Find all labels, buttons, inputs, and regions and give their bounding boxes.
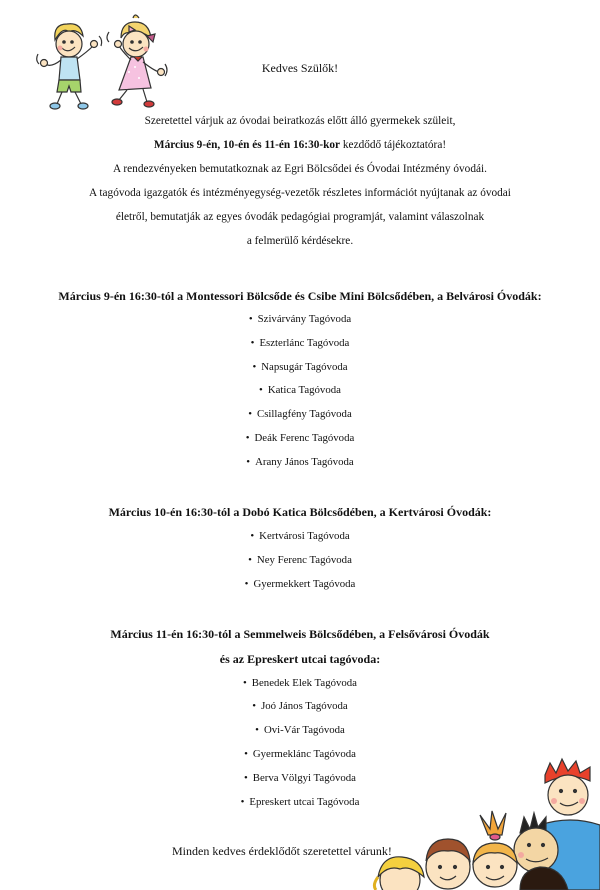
intro-line-4: A tagóvoda igazgatók és intézményegység-vezetők részletes információt nyújtanak az óvodai <box>89 187 511 199</box>
list-item: • Arany János Tagóvoda <box>246 456 354 468</box>
intro-line-3: A rendezvényeken bemutatkoznak az Egri Bölcsődei és Óvodai Intézmény óvodái. <box>113 163 487 175</box>
list-item: • Deák Ferenc Tagóvoda <box>245 432 355 444</box>
list-item: • Kertvárosi Tagóvoda <box>250 530 350 542</box>
closing-message: Minden kedves érdeklődőt szeretettel várunk! <box>172 844 392 858</box>
intro-line-6: a felmerülő kérdésekre. <box>246 235 354 247</box>
list-item: • Csillagfény Tagóvoda <box>248 408 352 420</box>
jumping-kids-illustration <box>35 12 175 117</box>
greeting: Kedves Szülők! <box>261 61 339 75</box>
intro-line-2 <box>0 139 600 151</box>
list-item: • Ney Ferenc Tagóvoda <box>248 554 352 566</box>
list-item: • Ovi-Vár Tagóvoda <box>255 724 345 736</box>
list-item: • Epreskert utcai Tagóvoda <box>240 796 360 808</box>
intro-line-2-rest: kezdődő tájékoztatóra! <box>340 139 447 151</box>
list-item: • Gyermekkert Tagóvoda <box>244 578 356 590</box>
section-2-heading: Március 10-én 16:30-tól a Dobó Katica Bölcsődében, a Kertvárosi Óvodák: <box>108 505 492 519</box>
list-item: • Benedek Elek Tagóvoda <box>243 677 357 689</box>
section-1-heading: Március 9-én 16:30-tól a Montessori Bölcsőde és Csibe Mini Bölcsődében, a Belvárosi Óvodák: <box>58 289 542 303</box>
group-of-kids-illustration <box>340 755 600 890</box>
list-item: • Katica Tagóvoda <box>259 384 341 396</box>
event-dates: Március 9-én, 10-én és 11-én 16:30-kor <box>153 139 341 151</box>
list-item: • Szivárvány Tagóvoda <box>248 313 352 325</box>
intro-line-5: életről, bemutatják az egyes óvodák pedagógiai programját, valamint válaszolnak <box>115 211 485 223</box>
list-item: • Eszterlánc Tagóvoda <box>250 337 350 349</box>
intro-line-1: Szeretettel várjuk az óvodai beiratkozás előtt álló gyermekek szüleit, <box>144 115 456 127</box>
section-3-heading: Március 11-én 16:30-tól a Semmelweis Bölcsődében, a Felsővárosi Óvodák <box>110 627 490 641</box>
section-3-heading-line-2: és az Epreskert utcai tagóvoda: <box>219 652 381 666</box>
list-item: • Gyermeklánc Tagóvoda <box>244 748 356 760</box>
list-item: • Berva Völgyi Tagóvoda <box>244 772 356 784</box>
list-item: • Napsugár Tagóvoda <box>252 361 348 373</box>
list-item: • Joó János Tagóvoda <box>252 700 348 712</box>
